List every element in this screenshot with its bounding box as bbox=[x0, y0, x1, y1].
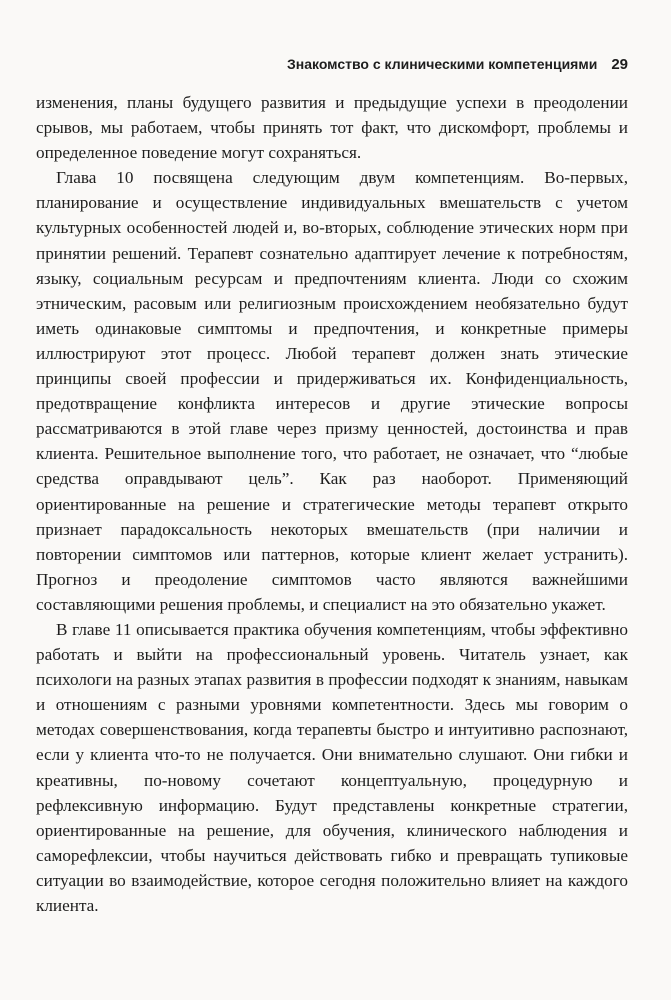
paragraph-continuation: изменения, планы будущего развития и предыдущие успехи в преодолении срывов, мы работаем, чтобы принять тот факт, что дискомфорт, проблемы и определенное поведение могут сохраняться. bbox=[36, 93, 628, 163]
paragraph-chapter-10: Глава 10 посвящена следующим двум компетенциям. Во-первых, планирование и осуществление индивидуальных вмешательств с учетом культурных особенностей людей и, во-вторых, соблюдение этических норм при принятии решений. Терапевт сознательно адаптирует лечение к потребностям, языку, социальным ресурсам и предпочтениям клиента. Люди со схожим этническим, расовым или религиозным происхождением необязательно будут иметь одинаковые симптомы и предпочтения, и конкретные примеры иллюстрируют этот процесс. Любой терапевт должен знать этические принципы своей профессии и придерживаться их. Конфиденциальность, предотвращение конфликта интересов и другие этические вопросы рассматриваются в этой главе через призму ценностей, достоинства и прав клиента. Решительное выполнение того, что работает, не означает, что “любые средства оправдывают цель”. Как раз наоборот. Применяющий ориентированные на решение и стратегические методы терапевт открыто признает парадоксальность некоторых вмешательств (при наличии и повторении симптомов или паттернов, которые клиент желает устранить). Прогноз и преодоление симптомов часто являются важнейшими составляющими решения проблемы, и специалист на это обязательно укажет. bbox=[36, 168, 628, 614]
body-text bbox=[36, 90, 628, 918]
page-number: 29 bbox=[611, 56, 628, 73]
running-header bbox=[36, 56, 628, 73]
paragraph-chapter-11: В главе 11 описывается практика обучения компетенциям, чтобы эффективно работать и выйти на профессиональный уровень. Читатель узнает, как психологи на разных этапах развития в профессии подходят к знаниям, навыкам и отношениям с разными уровнями компетентности. Здесь мы говорим о методах совершенствования, когда терапевты быстро и интуитивно распознают, если у клиента что-то не получается. Они внимательно слушают. Они гибки и креативны, по-новому сочетают концептуальную, процедурную и рефлексивную информацию. Будут представлены конкретные стратегии, ориентированные на решение, для обучения, клинического наблюдения и саморефлексии, чтобы научиться действовать гибко и превращать тупиковые ситуации во взаимодействие, которое сегодня положительно влияет на каждого клиента. bbox=[36, 619, 628, 915]
running-header-title: Знакомство с клиническими компетенциями bbox=[286, 56, 598, 72]
